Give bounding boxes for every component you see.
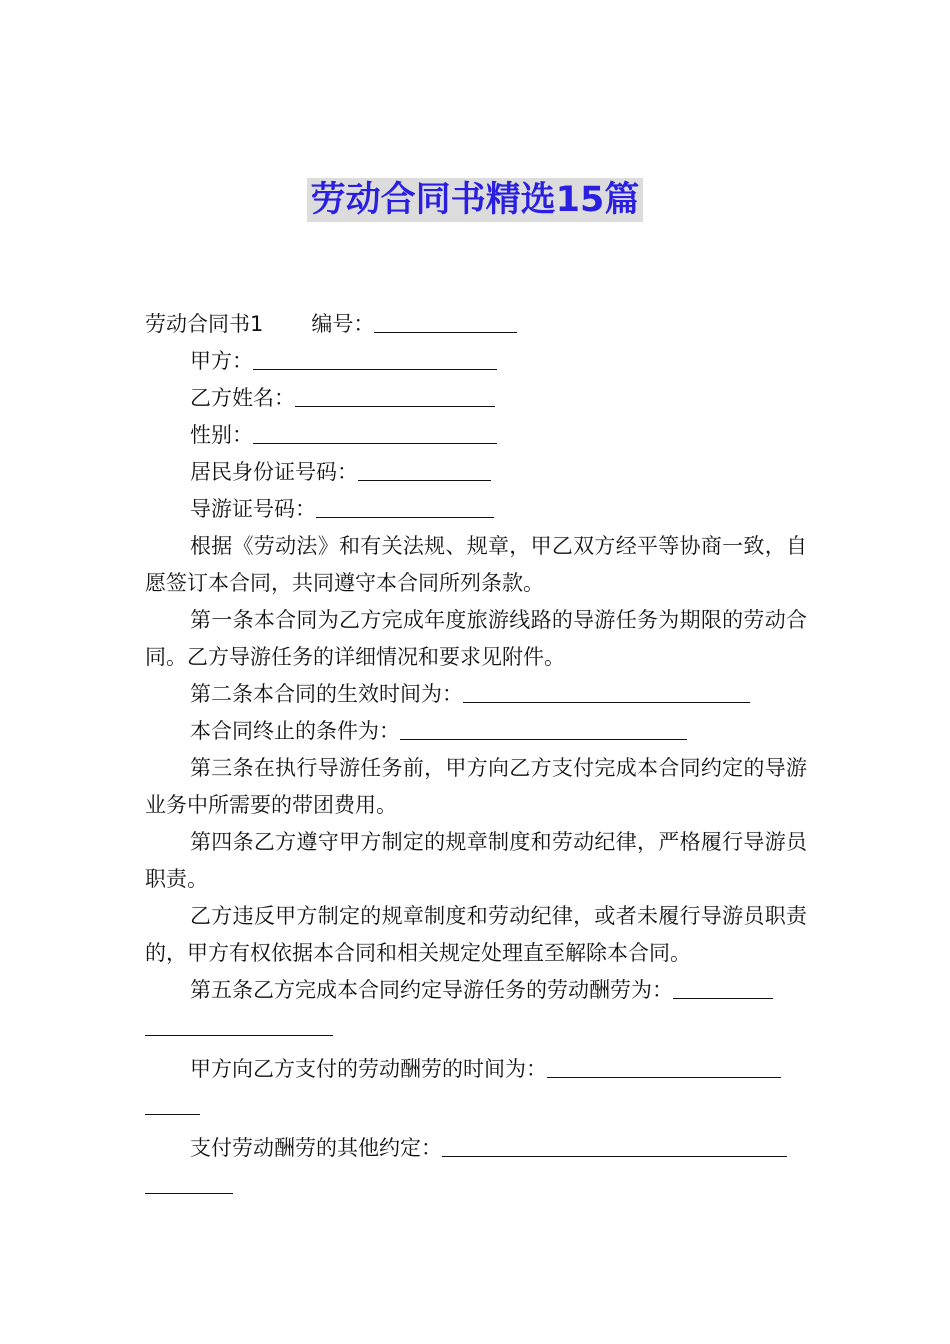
party-a-blank [253, 345, 497, 370]
other-terms-continuation [145, 1167, 807, 1205]
termination-blank [400, 715, 687, 740]
article-1-paragraph: 第一条本合同为乙方完成年度旅游线路的导游任务为期限的劳动合同。乙方导游任务的详细情况和要求见附件。 [145, 608, 807, 669]
article-5-text: 第五条乙方完成本合同约定导游任务的劳动酬劳为： [190, 978, 673, 1002]
article-3-paragraph: 第三条在执行导游任务前，甲方向乙方支付完成本合同约定的导游业务中所需要的带团费用。 [145, 756, 807, 817]
guide-cert-label: 导游证号码： [190, 497, 316, 521]
article-4-violation-paragraph: 乙方违反甲方制定的规章制度和劳动纪律，或者未履行导游员职责的，甲方有权依据本合同和相关规定处理直至解除本合同。 [145, 904, 807, 965]
party-a-label: 甲方： [190, 349, 253, 373]
party-b-name-blank [295, 382, 495, 407]
article-2-line [145, 676, 807, 713]
id-number-blank [358, 456, 491, 481]
remuneration-blank-cont [145, 1011, 333, 1036]
other-terms-text: 支付劳动酬劳的其他约定： [190, 1136, 442, 1160]
guide-cert-blank [316, 493, 494, 518]
id-number-line [145, 454, 807, 491]
doc-label: 劳动合同书1 [145, 312, 264, 336]
remuneration-blank [673, 974, 773, 999]
number-label: 编号： [311, 312, 375, 336]
article-4-paragraph: 第四条乙方遵守甲方制定的规章制度和劳动纪律，严格履行导游员职责。 [145, 830, 807, 891]
other-terms-blank [442, 1132, 787, 1157]
payment-time-blank [547, 1053, 781, 1078]
intro-paragraph: 根据《劳动法》和有关法规、规章，甲乙双方经平等协商一致，自愿签订本合同，共同遵守本合同所列条款。 [145, 534, 807, 595]
other-terms-line [145, 1130, 807, 1167]
article-5-line [145, 972, 807, 1009]
termination-text: 本合同终止的条件为： [190, 719, 400, 743]
contract-body [145, 306, 807, 1205]
other-terms-blank-cont [145, 1169, 233, 1194]
gender-blank [253, 419, 497, 444]
article-5-continuation [145, 1009, 807, 1051]
document-title-row [0, 178, 950, 222]
party-b-name-label: 乙方姓名： [190, 386, 295, 410]
number-blank [374, 308, 517, 333]
effective-date-blank [463, 678, 750, 703]
party-b-name-line [145, 380, 807, 417]
header-line [145, 306, 807, 343]
gender-line [145, 417, 807, 454]
payment-time-text: 甲方向乙方支付的劳动酬劳的时间为： [190, 1057, 547, 1081]
termination-line [145, 713, 807, 750]
document-title: 劳动合同书精选15篇 [307, 178, 644, 222]
payment-time-continuation [145, 1088, 807, 1130]
article-2-text: 第二条本合同的生效时间为： [190, 682, 463, 706]
party-a-line [145, 343, 807, 380]
payment-time-line [145, 1051, 807, 1088]
id-number-label: 居民身份证号码： [190, 460, 358, 484]
guide-cert-line [145, 491, 807, 528]
gender-label: 性别： [190, 423, 253, 447]
payment-time-blank-cont [145, 1090, 200, 1115]
